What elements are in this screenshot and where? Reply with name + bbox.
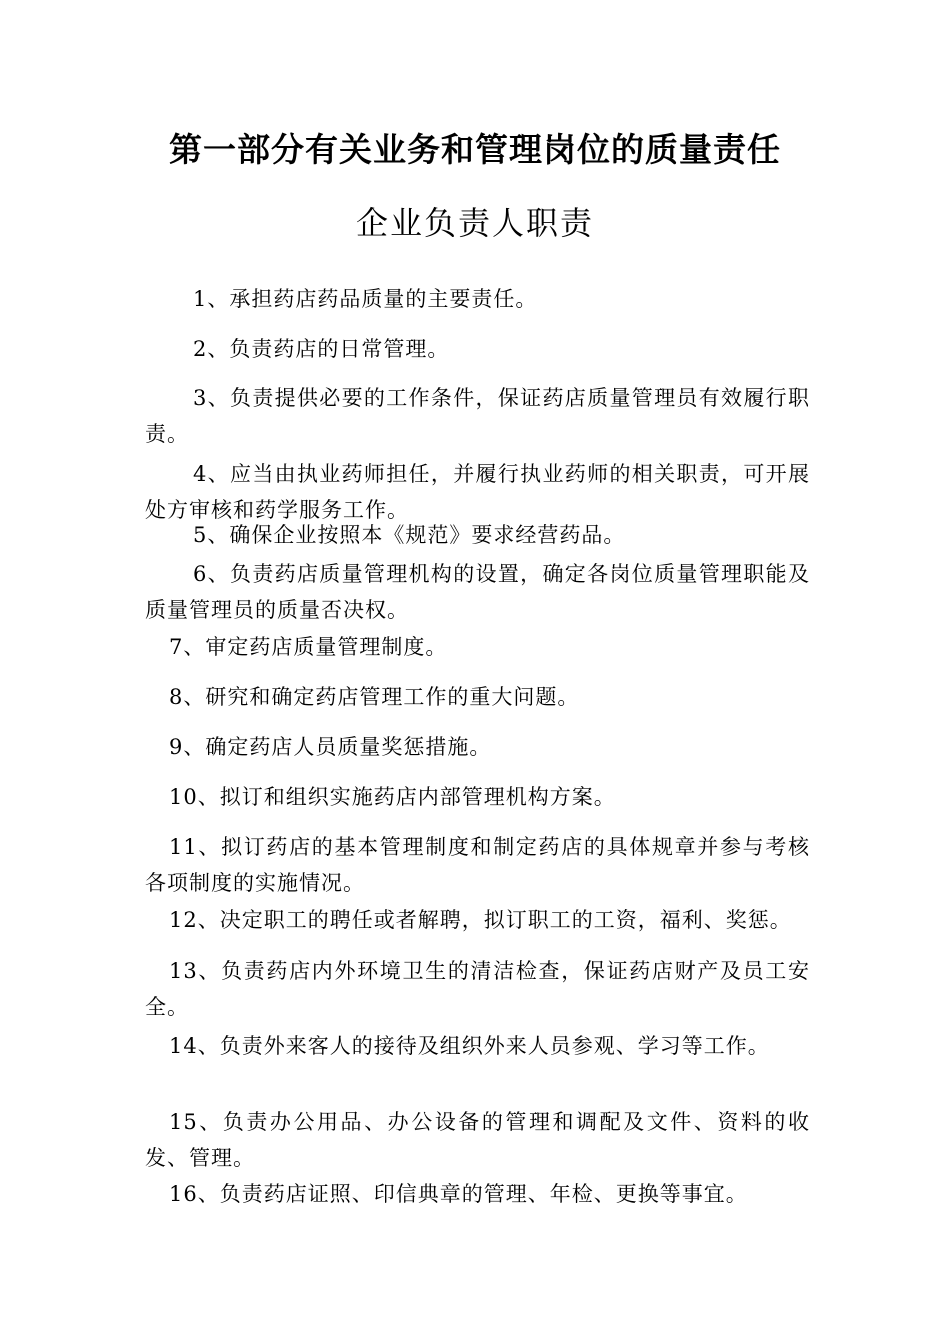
duty-item-5: 5、确保企业按照本《规范》要求经营药品。 xyxy=(193,523,626,547)
duty-item-6: 6、负责药店质量管理机构的设置，确定各岗位质量管理职能及质量管理员的质量否决权。 xyxy=(145,562,810,622)
duty-item-4: 4、应当由执业药师担任，并履行执业药师的相关职责，可开展处方审核和药学服务工作。 xyxy=(145,462,810,522)
duty-item-9: 9、确定药店人员质量奖惩措施。 xyxy=(169,735,492,759)
duty-item-15: 15、负责办公用品、办公设备的管理和调配及文件、资料的收发、管理。 xyxy=(145,1110,810,1170)
duty-item-10: 10、拟订和组织实施药店内部管理机构方案。 xyxy=(169,785,616,809)
duty-item-8: 8、研究和确定药店管理工作的重大问题。 xyxy=(169,685,580,709)
duty-item-1: 1、承担药店药品质量的主要责任。 xyxy=(193,287,538,311)
duty-item-11: 11、拟订药店的基本管理制度和制定药店的具体规章并参与考核各项制度的实施情况。 xyxy=(145,835,810,895)
duty-item-2: 2、负责药店的日常管理。 xyxy=(193,337,450,361)
duty-item-13: 13、负责药店内外环境卫生的清洁检查，保证药店财产及员工安全。 xyxy=(145,959,810,1019)
section-heading: 企业负责人职责 xyxy=(355,204,594,242)
duty-item-3: 3、负责提供必要的工作条件，保证药店质量管理员有效履行职责。 xyxy=(145,386,810,446)
duty-item-12: 12、决定职工的聘任或者解聘，拟订职工的工资，福利、奖惩。 xyxy=(169,908,792,932)
duty-item-16: 16、负责药店证照、印信典章的管理、年检、更换等事宜。 xyxy=(169,1182,748,1206)
document-title: 第一部分有关业务和管理岗位的质量责任 xyxy=(169,130,781,169)
duty-item-7: 7、审定药店质量管理制度。 xyxy=(169,635,448,659)
duty-item-14: 14、负责外来客人的接待及组织外来人员参观、学习等工作。 xyxy=(169,1034,770,1058)
